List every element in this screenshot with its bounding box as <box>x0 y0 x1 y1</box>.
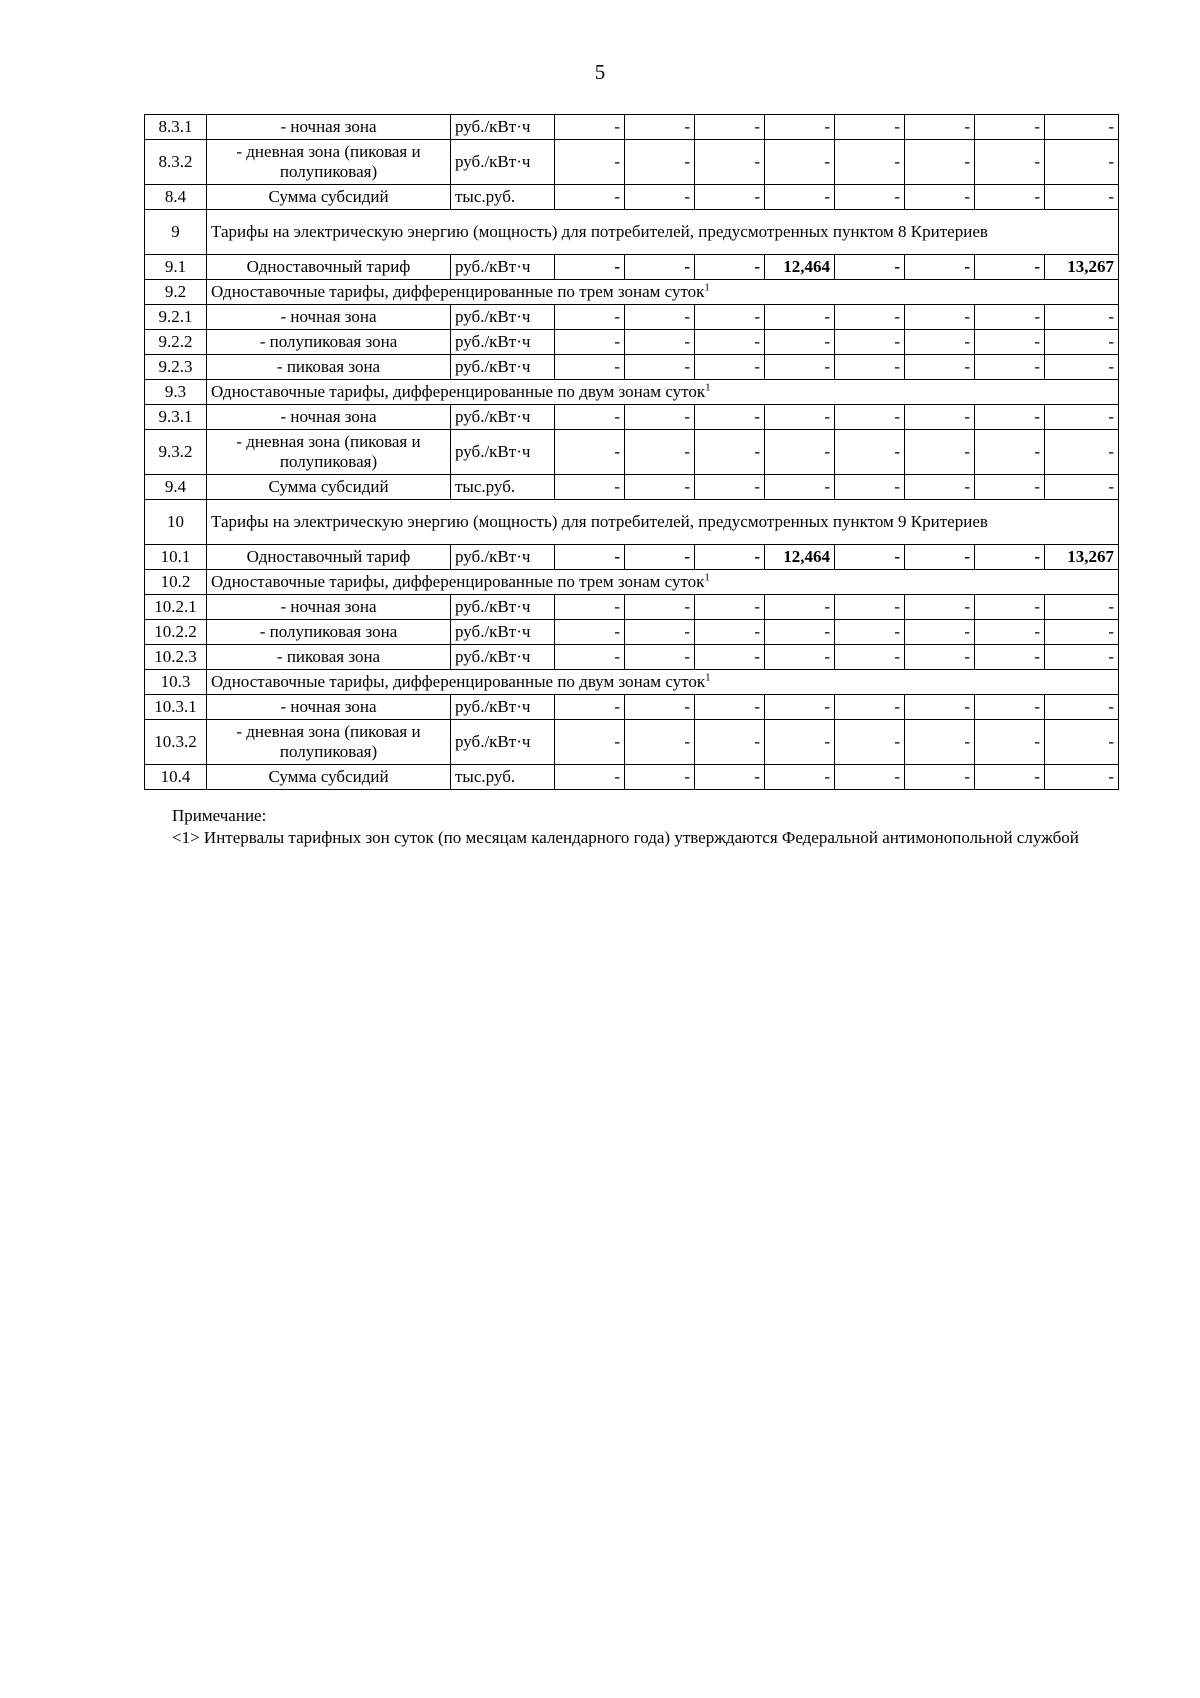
row-value: - <box>835 140 905 185</box>
row-value: - <box>975 255 1045 280</box>
row-value: - <box>765 645 835 670</box>
row-value: - <box>695 140 765 185</box>
row-code: 9.2.3 <box>145 355 207 380</box>
row-value: - <box>975 595 1045 620</box>
table-row <box>145 500 1119 545</box>
table-row <box>145 695 1119 720</box>
row-value: - <box>695 405 765 430</box>
row-name: - ночная зона <box>207 695 451 720</box>
row-value: - <box>695 695 765 720</box>
row-value: - <box>905 765 975 790</box>
row-section-title <box>207 670 1119 695</box>
row-name: - ночная зона <box>207 595 451 620</box>
row-code: 8.3.1 <box>145 115 207 140</box>
row-value: - <box>975 545 1045 570</box>
row-value: - <box>555 595 625 620</box>
row-value: - <box>695 115 765 140</box>
row-value: - <box>905 185 975 210</box>
row-value: - <box>555 475 625 500</box>
row-name: Сумма субсидий <box>207 185 451 210</box>
row-unit: руб./кВт·ч <box>451 645 555 670</box>
footnote-marker: 1 <box>704 571 710 584</box>
row-name: Сумма субсидий <box>207 475 451 500</box>
tariff-table <box>144 114 1119 790</box>
row-unit: руб./кВт·ч <box>451 330 555 355</box>
row-value: - <box>905 305 975 330</box>
row-value: - <box>975 720 1045 765</box>
row-value: - <box>625 405 695 430</box>
row-value: - <box>835 430 905 475</box>
row-value: - <box>625 355 695 380</box>
row-value: - <box>905 405 975 430</box>
row-value: - <box>975 405 1045 430</box>
row-value: - <box>765 115 835 140</box>
page-number: 5 <box>594 60 606 84</box>
row-value: 13,267 <box>1045 545 1119 570</box>
row-value: - <box>905 255 975 280</box>
row-value: - <box>765 330 835 355</box>
row-value: - <box>1045 185 1119 210</box>
row-value: - <box>695 620 765 645</box>
row-value: - <box>975 765 1045 790</box>
row-value: - <box>835 355 905 380</box>
row-value: - <box>765 185 835 210</box>
row-value: - <box>625 720 695 765</box>
table-row <box>145 595 1119 620</box>
row-value: - <box>765 620 835 645</box>
row-value: - <box>555 720 625 765</box>
table-row <box>145 765 1119 790</box>
row-value: - <box>975 355 1045 380</box>
row-code: 9.2 <box>145 280 207 305</box>
section-title-text: Одноставочные тарифы, дифференцированные по трем зонам суток <box>211 572 705 591</box>
row-value: - <box>905 115 975 140</box>
row-value: - <box>695 645 765 670</box>
row-code: 10.3.1 <box>145 695 207 720</box>
section-title-text: Одноставочные тарифы, дифференцированные по трем зонам суток <box>211 282 705 301</box>
row-value: - <box>555 620 625 645</box>
row-value: - <box>905 720 975 765</box>
row-name: - ночная зона <box>207 305 451 330</box>
row-value: - <box>835 695 905 720</box>
table-row <box>145 670 1119 695</box>
row-value: - <box>975 140 1045 185</box>
row-value: - <box>1045 645 1119 670</box>
row-value: - <box>835 305 905 330</box>
row-value: - <box>835 405 905 430</box>
table-row <box>145 720 1119 765</box>
row-code: 9.3 <box>145 380 207 405</box>
row-unit: руб./кВт·ч <box>451 430 555 475</box>
row-value: - <box>905 645 975 670</box>
row-name: Сумма субсидий <box>207 765 451 790</box>
row-unit: руб./кВт·ч <box>451 695 555 720</box>
row-value: - <box>625 595 695 620</box>
row-value: - <box>625 115 695 140</box>
row-value: - <box>765 695 835 720</box>
row-code: 10.3.2 <box>145 720 207 765</box>
row-value: - <box>1045 430 1119 475</box>
table-row <box>145 430 1119 475</box>
row-code: 9.2.1 <box>145 305 207 330</box>
row-value: - <box>975 645 1045 670</box>
row-value: 13,267 <box>1045 255 1119 280</box>
row-value: - <box>555 545 625 570</box>
row-value: - <box>1045 305 1119 330</box>
row-unit: тыс.руб. <box>451 185 555 210</box>
row-value: - <box>555 115 625 140</box>
row-section-title: Тарифы на электрическую энергию (мощность) для потребителей, предусмотренных пунктом 9 Критериев <box>207 500 1119 545</box>
row-code: 10.2.2 <box>145 620 207 645</box>
row-value: - <box>625 545 695 570</box>
row-code: 8.3.2 <box>145 140 207 185</box>
row-value: - <box>695 545 765 570</box>
row-value: - <box>625 255 695 280</box>
row-value: - <box>975 620 1045 645</box>
row-value: - <box>835 115 905 140</box>
row-value: - <box>625 430 695 475</box>
note-text: <1> Интервалы тарифных зон суток (по месяцам календарного года) утверждаются Федеральной антимонопольной службой <box>172 828 1079 847</box>
row-value: - <box>625 330 695 355</box>
table-row <box>145 620 1119 645</box>
row-value: 12,464 <box>765 255 835 280</box>
row-value: - <box>905 330 975 355</box>
row-value: - <box>765 355 835 380</box>
row-value: - <box>765 765 835 790</box>
row-value: - <box>695 255 765 280</box>
row-value: - <box>555 255 625 280</box>
footnote-marker: 1 <box>704 281 710 294</box>
table-row <box>145 185 1119 210</box>
row-unit: тыс.руб. <box>451 475 555 500</box>
row-unit: руб./кВт·ч <box>451 595 555 620</box>
row-name: - дневная зона (пиковая и полупиковая) <box>207 720 451 765</box>
row-value: - <box>975 475 1045 500</box>
row-section-title: Тарифы на электрическую энергию (мощность) для потребителей, предусмотренных пунктом 8 Критериев <box>207 210 1119 255</box>
row-value: - <box>905 430 975 475</box>
row-value: - <box>555 695 625 720</box>
table-row <box>145 355 1119 380</box>
row-code: 10.1 <box>145 545 207 570</box>
row-value: - <box>975 430 1045 475</box>
table-row <box>145 115 1119 140</box>
row-code: 9.2.2 <box>145 330 207 355</box>
row-name: - пиковая зона <box>207 355 451 380</box>
row-value: - <box>555 430 625 475</box>
row-value: - <box>835 475 905 500</box>
row-value: - <box>905 545 975 570</box>
row-value: - <box>1045 595 1119 620</box>
row-value: 12,464 <box>765 545 835 570</box>
row-value: - <box>695 355 765 380</box>
section-title-text: Одноставочные тарифы, дифференцированные по двум зонам суток <box>211 382 706 401</box>
row-code: 10.3 <box>145 670 207 695</box>
table-body <box>145 115 1119 790</box>
row-code: 10.2.1 <box>145 595 207 620</box>
row-value: - <box>625 620 695 645</box>
row-name: - ночная зона <box>207 405 451 430</box>
row-value: - <box>905 475 975 500</box>
row-value: - <box>905 140 975 185</box>
row-code: 9.3.1 <box>145 405 207 430</box>
row-value: - <box>625 645 695 670</box>
table-row <box>145 380 1119 405</box>
row-value: - <box>555 330 625 355</box>
row-value: - <box>695 475 765 500</box>
footnote-marker: 1 <box>705 381 711 394</box>
table-row <box>145 570 1119 595</box>
row-value: - <box>905 595 975 620</box>
table-row <box>145 305 1119 330</box>
row-section-title <box>207 570 1119 595</box>
table-row <box>145 210 1119 255</box>
row-value: - <box>625 185 695 210</box>
row-value: - <box>765 595 835 620</box>
table-row <box>145 475 1119 500</box>
row-value: - <box>555 185 625 210</box>
row-code: 9.3.2 <box>145 430 207 475</box>
row-value: - <box>835 545 905 570</box>
row-value: - <box>765 720 835 765</box>
row-value: - <box>1045 405 1119 430</box>
section-title-text: Одноставочные тарифы, дифференцированные по двум зонам суток <box>211 672 706 691</box>
table-row <box>145 545 1119 570</box>
row-value: - <box>1045 475 1119 500</box>
row-value: - <box>625 305 695 330</box>
table-row <box>145 405 1119 430</box>
row-value: - <box>555 405 625 430</box>
table-row <box>145 255 1119 280</box>
note <box>144 805 1112 849</box>
table-row <box>145 330 1119 355</box>
row-value: - <box>905 695 975 720</box>
row-value: - <box>555 140 625 185</box>
row-name: Одноставочный тариф <box>207 545 451 570</box>
row-unit: тыс.руб. <box>451 765 555 790</box>
row-code: 9.1 <box>145 255 207 280</box>
row-value: - <box>695 185 765 210</box>
row-name: - полупиковая зона <box>207 330 451 355</box>
row-value: - <box>835 765 905 790</box>
row-value: - <box>625 475 695 500</box>
row-value: - <box>555 355 625 380</box>
row-section-title <box>207 280 1119 305</box>
row-value: - <box>975 115 1045 140</box>
row-name: - ночная зона <box>207 115 451 140</box>
row-name: Одноставочный тариф <box>207 255 451 280</box>
row-value: - <box>1045 140 1119 185</box>
row-value: - <box>555 645 625 670</box>
row-value: - <box>1045 330 1119 355</box>
row-value: - <box>835 595 905 620</box>
row-value: - <box>975 330 1045 355</box>
row-value: - <box>695 305 765 330</box>
row-value: - <box>835 720 905 765</box>
row-code: 10.2.3 <box>145 645 207 670</box>
row-value: - <box>975 695 1045 720</box>
row-value: - <box>835 330 905 355</box>
row-unit: руб./кВт·ч <box>451 545 555 570</box>
row-unit: руб./кВт·ч <box>451 255 555 280</box>
row-value: - <box>835 620 905 645</box>
row-name: - полупиковая зона <box>207 620 451 645</box>
row-value: - <box>905 355 975 380</box>
row-value: - <box>695 720 765 765</box>
row-unit: руб./кВт·ч <box>451 620 555 645</box>
row-unit: руб./кВт·ч <box>451 140 555 185</box>
row-value: - <box>695 430 765 475</box>
row-value: - <box>1045 695 1119 720</box>
row-unit: руб./кВт·ч <box>451 305 555 330</box>
row-value: - <box>695 330 765 355</box>
row-value: - <box>765 430 835 475</box>
row-value: - <box>555 765 625 790</box>
row-value: - <box>555 305 625 330</box>
row-value: - <box>835 255 905 280</box>
row-value: - <box>765 475 835 500</box>
row-name: - дневная зона (пиковая и полупиковая) <box>207 140 451 185</box>
row-value: - <box>835 185 905 210</box>
row-section-title <box>207 380 1119 405</box>
row-value: - <box>975 185 1045 210</box>
table-row <box>145 140 1119 185</box>
row-value: - <box>765 405 835 430</box>
row-value: - <box>975 305 1045 330</box>
row-value: - <box>1045 115 1119 140</box>
row-value: - <box>625 765 695 790</box>
row-value: - <box>1045 620 1119 645</box>
row-unit: руб./кВт·ч <box>451 355 555 380</box>
row-code: 10 <box>145 500 207 545</box>
table-row <box>145 645 1119 670</box>
row-name: - дневная зона (пиковая и полупиковая) <box>207 430 451 475</box>
row-code: 9 <box>145 210 207 255</box>
row-value: - <box>765 305 835 330</box>
row-value: - <box>1045 765 1119 790</box>
row-unit: руб./кВт·ч <box>451 115 555 140</box>
row-value: - <box>765 140 835 185</box>
row-code: 9.4 <box>145 475 207 500</box>
row-value: - <box>695 595 765 620</box>
row-value: - <box>625 695 695 720</box>
footnote-marker: 1 <box>705 671 711 684</box>
row-name: - пиковая зона <box>207 645 451 670</box>
note-title: Примечание: <box>172 806 267 825</box>
row-unit: руб./кВт·ч <box>451 405 555 430</box>
row-code: 10.2 <box>145 570 207 595</box>
row-value: - <box>1045 355 1119 380</box>
row-value: - <box>625 140 695 185</box>
row-value: - <box>835 645 905 670</box>
row-code: 8.4 <box>145 185 207 210</box>
table-row <box>145 280 1119 305</box>
row-value: - <box>695 765 765 790</box>
row-unit: руб./кВт·ч <box>451 720 555 765</box>
row-code: 10.4 <box>145 765 207 790</box>
row-value: - <box>1045 720 1119 765</box>
row-value: - <box>905 620 975 645</box>
